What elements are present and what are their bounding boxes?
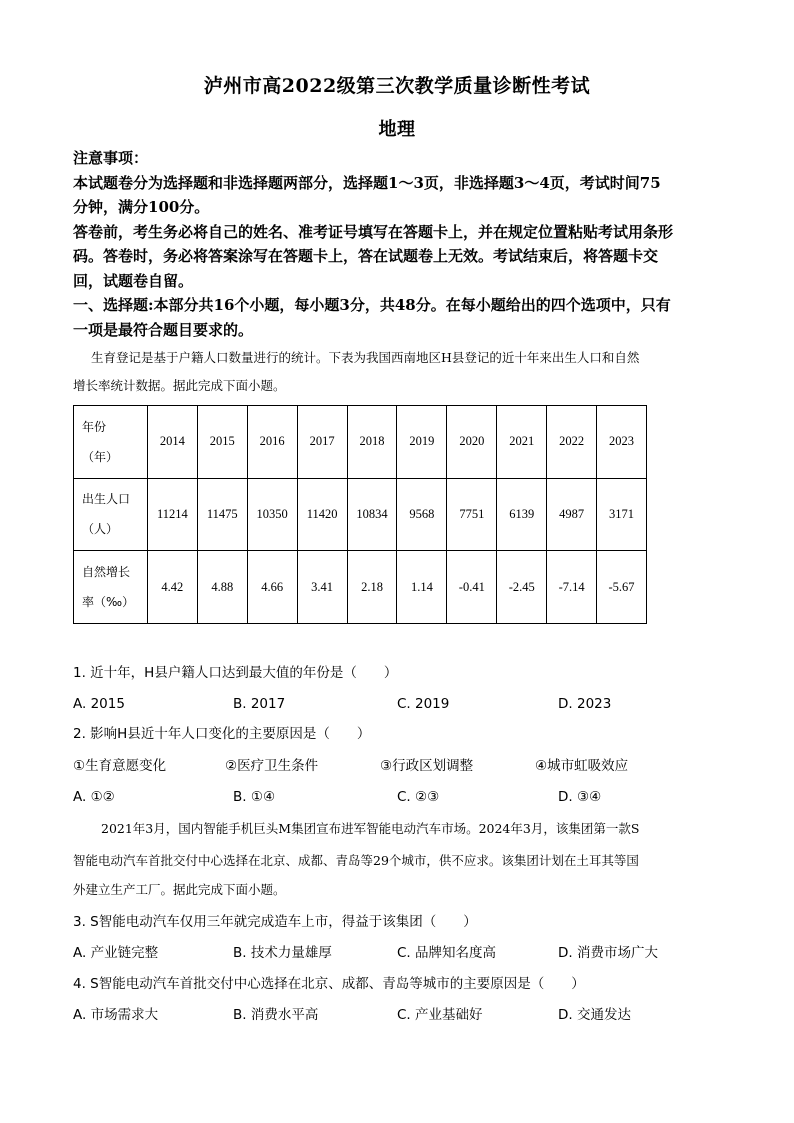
statistics-table [73, 405, 647, 624]
q2-factor-4: ④城市虹吸效应 [535, 758, 629, 774]
notice-heading: 注意事项： [73, 149, 149, 167]
passage-line: 智能电动汽车首批交付中心选择在北京、成都、青岛等29个城市，供不应求。该集团计划在土耳其等国 [73, 853, 639, 868]
q4-option-b: B. 消费水平高 [233, 1007, 319, 1023]
row-header-year: 年份 （年） [74, 406, 148, 479]
births-cell: 11214 [147, 478, 197, 551]
q3-option-c: C. 品牌知名度高 [397, 945, 497, 961]
row-header-births: 出生人口 （人） [74, 478, 148, 551]
q1-option-b: B. 2017 [233, 696, 286, 712]
year-cell: 2014 [147, 406, 197, 479]
growth-cell: 4.42 [147, 551, 197, 624]
passage-line: 增长率统计数据。据此完成下面小题。 [73, 378, 286, 393]
q2-factor-2: ②医疗卫生条件 [225, 758, 319, 774]
passage-line: 生育登记是基于户籍人口数量进行的统计。下表为我国西南地区H县登记的近十年来出生人口和自然 [91, 350, 640, 365]
notice-line: 回，试题卷自留。 [73, 272, 194, 290]
question-3-stem: 3. S智能电动汽车仅用三年就完成造车上市，得益于该集团（ ） [73, 914, 477, 930]
growth-cell: 4.66 [247, 551, 297, 624]
notice-line: 码。答卷时，务必将答案涂写在答题卡上，答在试题卷上无效。考试结束后，将答题卡交 [73, 247, 659, 265]
notice-line: 分钟，满分100分。 [73, 198, 210, 216]
births-cell: 3171 [597, 478, 647, 551]
year-cell: 2015 [197, 406, 247, 479]
births-cell: 4987 [547, 478, 597, 551]
growth-cell: 3.41 [297, 551, 347, 624]
q2-option-a: A. ①② [73, 789, 115, 805]
births-cell: 9568 [397, 478, 447, 551]
year-cell: 2018 [347, 406, 397, 479]
births-cell: 7751 [447, 478, 497, 551]
growth-cell: -5.67 [597, 551, 647, 624]
year-cell: 2022 [547, 406, 597, 479]
question-1-stem: 1. 近十年，H县户籍人口达到最大值的年份是（ ） [73, 665, 398, 681]
growth-cell: -2.45 [497, 551, 547, 624]
births-cell: 10834 [347, 478, 397, 551]
q2-factor-1: ①生育意愿变化 [73, 758, 167, 774]
q2-option-b: B. ①④ [233, 789, 276, 805]
births-cell: 11420 [297, 478, 347, 551]
year-cell: 2019 [397, 406, 447, 479]
notice-line: 答卷前，考生务必将自己的姓名、准考证号填写在答题卡上，并在规定位置粘贴考试用条形 [73, 223, 674, 241]
section-heading: 一项是最符合题目要求的。 [73, 321, 254, 339]
growth-cell: 4.88 [197, 551, 247, 624]
births-cell: 11475 [197, 478, 247, 551]
q2-option-c: C. ②③ [397, 789, 440, 805]
q3-option-b: B. 技术力量雄厚 [233, 945, 332, 961]
q1-option-a: A. 2015 [73, 696, 125, 712]
passage-line: 2021年3月，国内智能手机巨头M集团宣布进军智能电动汽车市场。2024年3月，该集团第一款S [101, 821, 640, 836]
births-cell: 6139 [497, 478, 547, 551]
subject-title: 地理 [378, 119, 416, 140]
passage-line: 外建立生产工厂。据此完成下面小题。 [73, 882, 286, 897]
births-cell: 10350 [247, 478, 297, 551]
table-row [74, 551, 647, 624]
question-2-stem: 2. 影响H县近十年人口变化的主要原因是（ ） [73, 726, 371, 742]
exam-title: 泸州市高2022级第三次教学质量诊断性考试 [203, 75, 591, 97]
year-cell: 2017 [297, 406, 347, 479]
year-cell: 2016 [247, 406, 297, 479]
year-cell: 2023 [597, 406, 647, 479]
q1-option-d: D. 2023 [558, 696, 612, 712]
table-row [74, 406, 647, 479]
table-row [74, 478, 647, 551]
growth-cell: -0.41 [447, 551, 497, 624]
q1-option-c: C. 2019 [397, 696, 450, 712]
row-header-growth: 自然增长 率（‰） [74, 551, 148, 624]
growth-cell: -7.14 [547, 551, 597, 624]
question-4-stem: 4. S智能电动汽车首批交付中心选择在北京、成都、青岛等城市的主要原因是（ ） [73, 976, 585, 992]
q3-option-d: D. 消费市场广大 [558, 945, 658, 961]
q2-factor-3: ③行政区划调整 [380, 758, 474, 774]
section-heading: 一、选择题:本部分共16个小题，每小题3分，共48分。在每小题给出的四个选项中，只有 [73, 296, 671, 314]
growth-cell: 1.14 [397, 551, 447, 624]
q4-option-c: C. 产业基础好 [397, 1007, 483, 1023]
q4-option-a: A. 市场需求大 [73, 1007, 159, 1023]
growth-cell: 2.18 [347, 551, 397, 624]
notice-line: 本试题卷分为选择题和非选择题两部分，选择题1～3页，非选择题3～4页，考试时间75 [73, 174, 661, 192]
q2-option-d: D. ③④ [558, 789, 602, 805]
q3-option-a: A. 产业链完整 [73, 945, 159, 961]
q4-option-d: D. 交通发达 [558, 1007, 631, 1023]
year-cell: 2021 [497, 406, 547, 479]
year-cell: 2020 [447, 406, 497, 479]
